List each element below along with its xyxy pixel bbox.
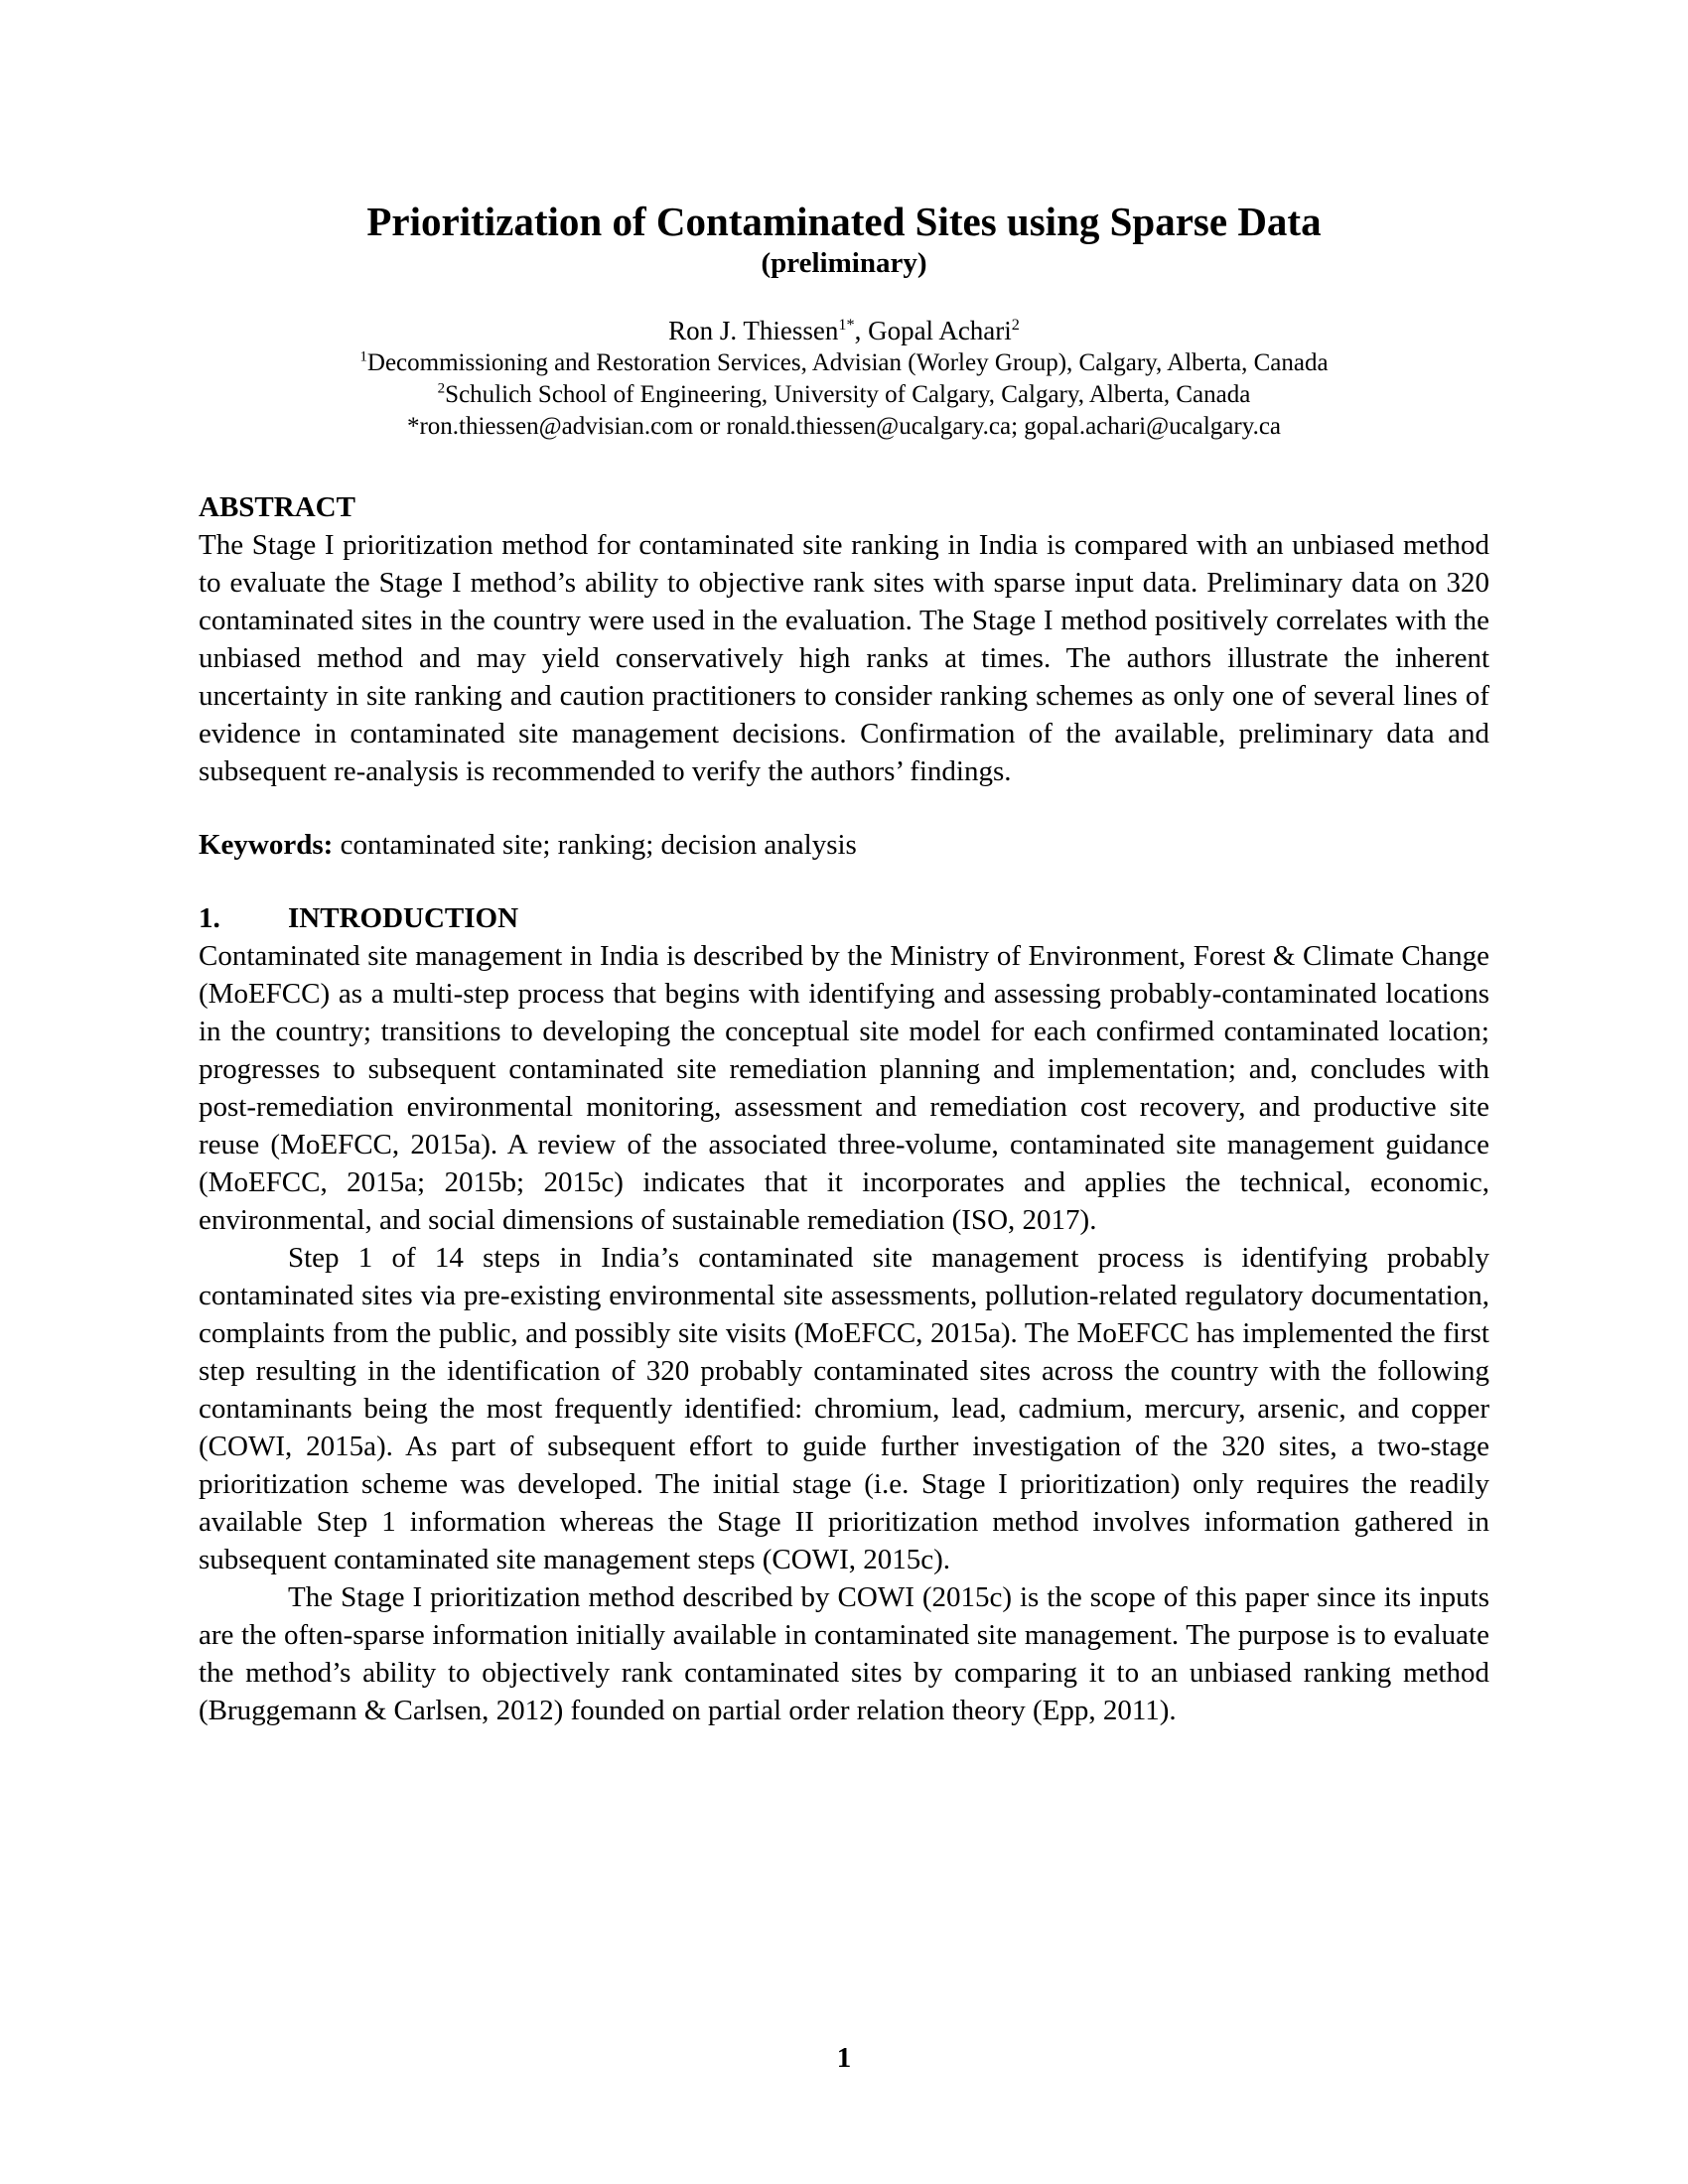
author-separator: , [854, 316, 869, 345]
page-number: 1 [836, 2042, 852, 2074]
email-text: *ron.thiessen@advisian.com or ronald.thiessen@ucalgary.ca; gopal.achari@ucalgary.ca [406, 413, 1282, 440]
keywords-line [199, 826, 1489, 864]
contact-emails [199, 411, 1489, 443]
keywords-label: Keywords: [199, 829, 334, 861]
author-name: Gopal Achari [868, 316, 1012, 345]
author-superscript: 1* [838, 316, 855, 334]
paper-subtitle: (preliminary) [761, 247, 927, 279]
body-paragraph: Contaminated site management in India is described by the Ministry of Environment, Forest & Climate Change (MoEFCC) as a multi-step process that begins with identifying and assessing probably-contaminated locations in the country; transitions to developing the conceptual site model for each confirmed contaminated location; progresses to subsequent contaminated site remediation planning and implementation; and, concludes with post-remediation environmental monitoring, assessment and remediation cost recovery, and productive site reuse (MoEFCC, 2015a). A review of the associated three-volume, contaminated site management guidance (MoEFCC, 2015a; 2015b; 2015c) indicates that it incorporates and applies the technical, economic, environmental, and social dimensions of sustainable remediation (ISO, 2017). [199, 940, 1489, 1236]
paper-page [199, 199, 1489, 1729]
affiliation-text: Decommissioning and Restoration Services, Advisian (Worley Group), Calgary, Alberta, Canada [366, 349, 1329, 376]
author-line [199, 314, 1489, 347]
abstract-heading: ABSTRACT [199, 491, 355, 523]
author-superscript: 2 [1011, 316, 1020, 334]
affiliation [199, 347, 1489, 379]
affiliation [199, 379, 1489, 411]
affiliation-text: Schulich School of Engineering, University of Calgary, Calgary, Alberta, Canada [445, 381, 1251, 408]
section-title: INTRODUCTION [288, 902, 519, 934]
body-paragraph: Step 1 of 14 steps in India’s contaminated site management process is identifying probably contaminated sites via pre-existing environmental site assessments, pollution-related regulatory documentation, complaints from the public, and possibly site visits (MoEFCC, 2015a). The MoEFCC has implemented the first step resulting in the identification of 320 probably contaminated sites across the country with the following contaminants being the most frequently identified: chromium, lead, cadmium, mercury, arsenic, and copper (COWI, 2015a). As part of subsequent effort to guide further investigation of the 320 sites, a two-stage prioritization scheme was developed. The initial stage (i.e. Stage I prioritization) only requires the readily available Step 1 information whereas the Stage II prioritization method involves information gathered in subsequent contaminated site management steps (COWI, 2015c). [199, 1242, 1489, 1575]
section-heading [199, 899, 1489, 937]
section-number: 1. [199, 902, 220, 934]
body-paragraph: The Stage I prioritization method described by COWI (2015c) is the scope of this paper since its inputs are the often-sparse information initially available in contaminated site management. The purpose is to evaluate the method’s ability to objectively rank contaminated sites by comparing it to an unbiased ranking method (Bruggemann & Carlsen, 2012) founded on partial order relation theory (Epp, 2011). [199, 1581, 1489, 1726]
author-name: Ron J. Thiessen [668, 316, 839, 345]
affiliation-superscript: 2 [437, 380, 446, 397]
keywords-text: contaminated site; ranking; decision analysis [333, 829, 857, 861]
paper-title: Prioritization of Contaminated Sites using Sparse Data [366, 199, 1322, 244]
affiliation-superscript: 1 [359, 348, 367, 365]
abstract-text: The Stage I prioritization method for contaminated site ranking in India is compared with an unbiased method to evaluate the Stage I method’s ability to objective rank sites with sparse input data. Preliminary data on 320 contaminated sites in the country were used in the evaluation. The Stage I method positively correlates with the unbiased method and may yield conservatively high ranks at times. The authors illustrate the inherent uncertainty in site ranking and caution practitioners to consider ranking schemes as only one of several lines of evidence in contaminated site management decisions. Confirmation of the available, preliminary data and subsequent re-analysis is recommended to verify the authors’ findings. [199, 529, 1489, 787]
